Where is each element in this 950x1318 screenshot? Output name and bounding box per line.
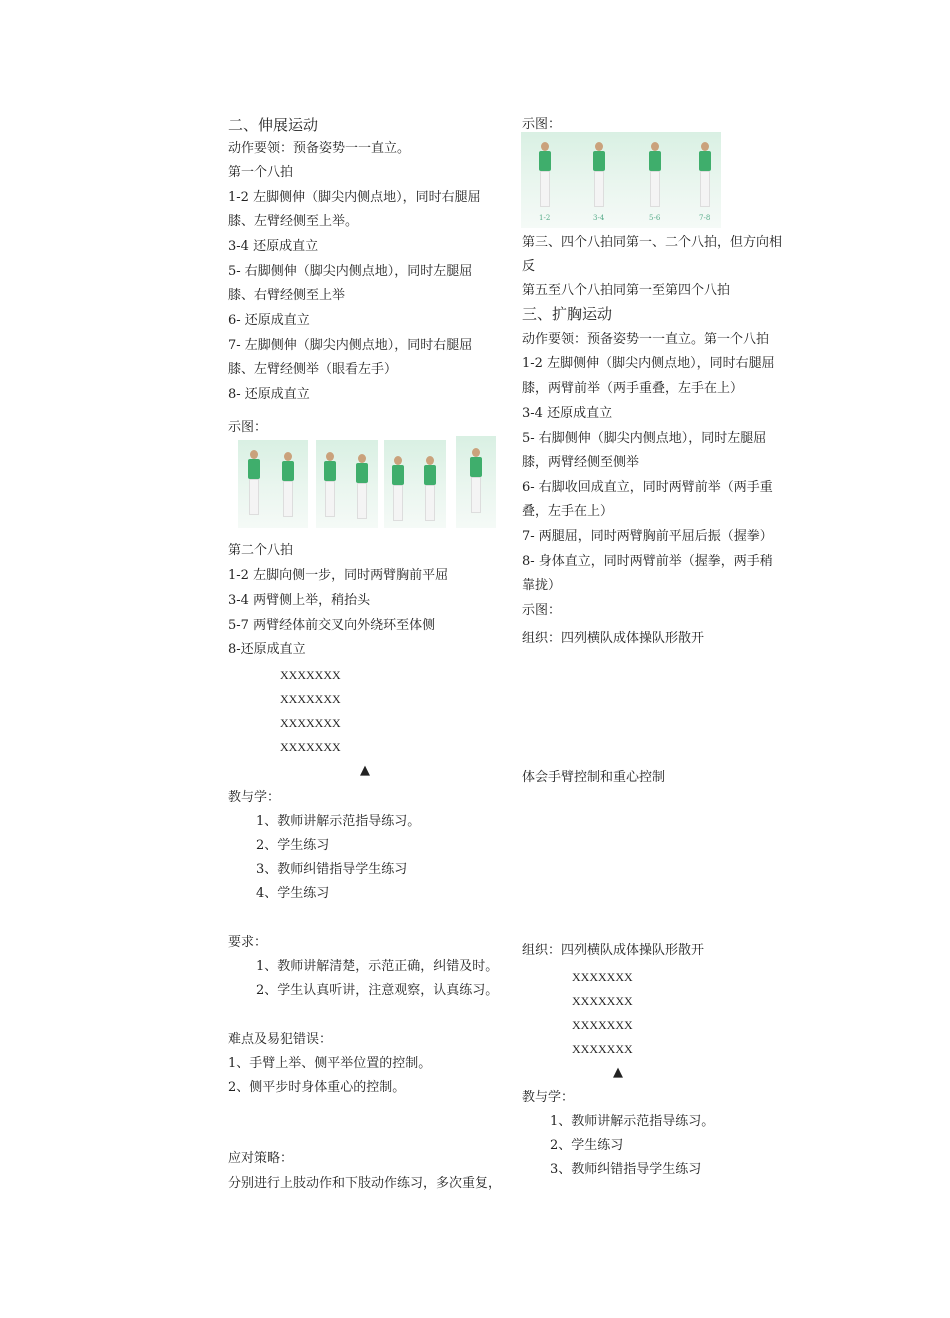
step-line: 3-4 还原成直立 [522, 406, 613, 421]
requirement-item: 1、教师讲解清楚，示范正确，纠错及时。 [256, 959, 499, 974]
exercise-photo-strip [521, 132, 721, 228]
step-line: 7- 左脚侧伸（脚尖内侧点地），同时右腿屈 [228, 338, 473, 353]
step-line: 3-4 还原成直立 [228, 239, 319, 254]
step-line: 膝、左臂经侧至上举。 [228, 214, 359, 229]
photo-caption: 7-8 [699, 214, 711, 222]
step-line: 3-4 两臂侧上举，稍抬头 [228, 593, 371, 608]
step-line: 1-2 左脚侧伸（脚尖内侧点地），同时右腿屈 [228, 190, 481, 205]
teach-item: 3、教师纠错指导学生练习 [256, 862, 408, 877]
diagram-label: 示图： [522, 603, 562, 618]
exercise-photo [238, 440, 308, 528]
teach-item: 3、教师纠错指导学生练习 [550, 1162, 702, 1177]
exercise-photo [384, 440, 446, 528]
formation-row: XXXXXXX [572, 994, 633, 1008]
feel-line: 体会手臂控制和重心控制 [522, 770, 666, 785]
formation-row: XXXXXXX [280, 668, 341, 682]
step-line: 5-7 两臂经体前交叉向外绕环至体侧 [228, 618, 436, 633]
difficulty-title: 难点及易犯错误： [228, 1032, 333, 1047]
strategy-text: 分别进行上肢动作和下肢动作练习，多次重复， [228, 1176, 502, 1191]
organization-line: 组织：四列横队成体操队形散开 [522, 631, 705, 646]
second-eight-heading: 第二个八拍 [228, 543, 294, 558]
teach-item: 1、教师讲解示范指导练习。 [256, 814, 421, 829]
step-line: 膝，两臂经侧至侧举 [522, 455, 640, 470]
step-line: 8- 身体直立，同时两臂前举（握拳，两手稍 [522, 554, 773, 569]
formation-row: XXXXXXX [572, 970, 633, 984]
formation-row: XXXXXXX [280, 716, 341, 730]
step-line: 膝、右臂经侧至上举 [228, 288, 346, 303]
teacher-marker: ▲ [613, 1065, 623, 1080]
difficulty-item: 1、手臂上举、侧平举位置的控制。 [228, 1056, 432, 1071]
body-line: 反 [522, 259, 536, 274]
exercise-photo [316, 440, 378, 528]
first-eight-heading: 第一个八拍 [228, 165, 294, 180]
formation-row: XXXXXXX [280, 740, 341, 754]
step-line: 7- 两腿屈，同时两臂胸前平屈后振（握拳） [522, 529, 773, 544]
formation-row: XXXXXXX [280, 692, 341, 706]
formation-row: XXXXXXX [572, 1018, 633, 1032]
step-line: 5- 右脚侧伸（脚尖内侧点地），同时左腿屈 [522, 431, 767, 446]
teach-title: 教与学： [228, 790, 281, 805]
teach-title: 教与学： [522, 1090, 575, 1105]
teacher-marker: ▲ [360, 763, 370, 778]
photo-caption: 5-6 [649, 214, 661, 222]
diagram-label: 示图： [522, 117, 562, 132]
requirements-title: 要求： [228, 935, 268, 950]
strategy-title: 应对策略： [228, 1151, 294, 1166]
step-line: 6- 右脚收回成直立，同时两臂前举（两手重 [522, 480, 773, 495]
step-line: 靠拢） [522, 578, 562, 593]
body-line: 第五至八个八拍同第一至第四个八拍 [522, 283, 731, 298]
difficulty-item: 2、侧平步时身体重心的控制。 [228, 1080, 406, 1095]
teach-item: 2、学生练习 [256, 838, 330, 853]
step-line: 6- 还原成直立 [228, 313, 310, 328]
diagram-label: 示图： [228, 420, 268, 435]
photo-caption: 3-4 [593, 214, 605, 222]
teach-item: 1、教师讲解示范指导练习。 [550, 1114, 715, 1129]
exercise-photo [456, 436, 496, 528]
teach-item: 2、学生练习 [550, 1138, 624, 1153]
organization-line: 组织：四列横队成体操队形散开 [522, 943, 705, 958]
step-line: 1-2 左脚向侧一步，同时两臂胸前平屈 [228, 568, 449, 583]
formation-row: XXXXXXX [572, 1042, 633, 1056]
essentials: 动作要领：预备姿势一一直立。 [228, 141, 411, 156]
step-line: 1-2 左脚侧伸（脚尖内侧点地），同时右腿屈 [522, 356, 775, 371]
essentials: 动作要领：预备姿势一一直立。第一个八拍 [522, 332, 770, 347]
step-line: 膝、左臂经侧举（眼看左手） [228, 362, 398, 377]
step-line: 5- 右脚侧伸（脚尖内侧点地），同时左腿屈 [228, 264, 473, 279]
requirement-item: 2、学生认真听讲，注意观察，认真练习。 [256, 983, 499, 998]
photo-caption: 1-2 [539, 214, 551, 222]
step-line: 8- 还原成直立 [228, 387, 310, 402]
teach-item: 4、学生练习 [256, 886, 330, 901]
section-title-chest: 三、扩胸运动 [522, 305, 613, 323]
step-line: 膝，两臂前举（两手重叠，左手在上） [522, 381, 744, 396]
step-line: 叠，左手在上） [522, 504, 614, 519]
step-line: 8-还原成直立 [228, 642, 306, 657]
section-title-stretch: 二、伸展运动 [228, 116, 319, 134]
body-line: 第三、四个八拍同第一、二个八拍，但方向相 [522, 235, 783, 250]
